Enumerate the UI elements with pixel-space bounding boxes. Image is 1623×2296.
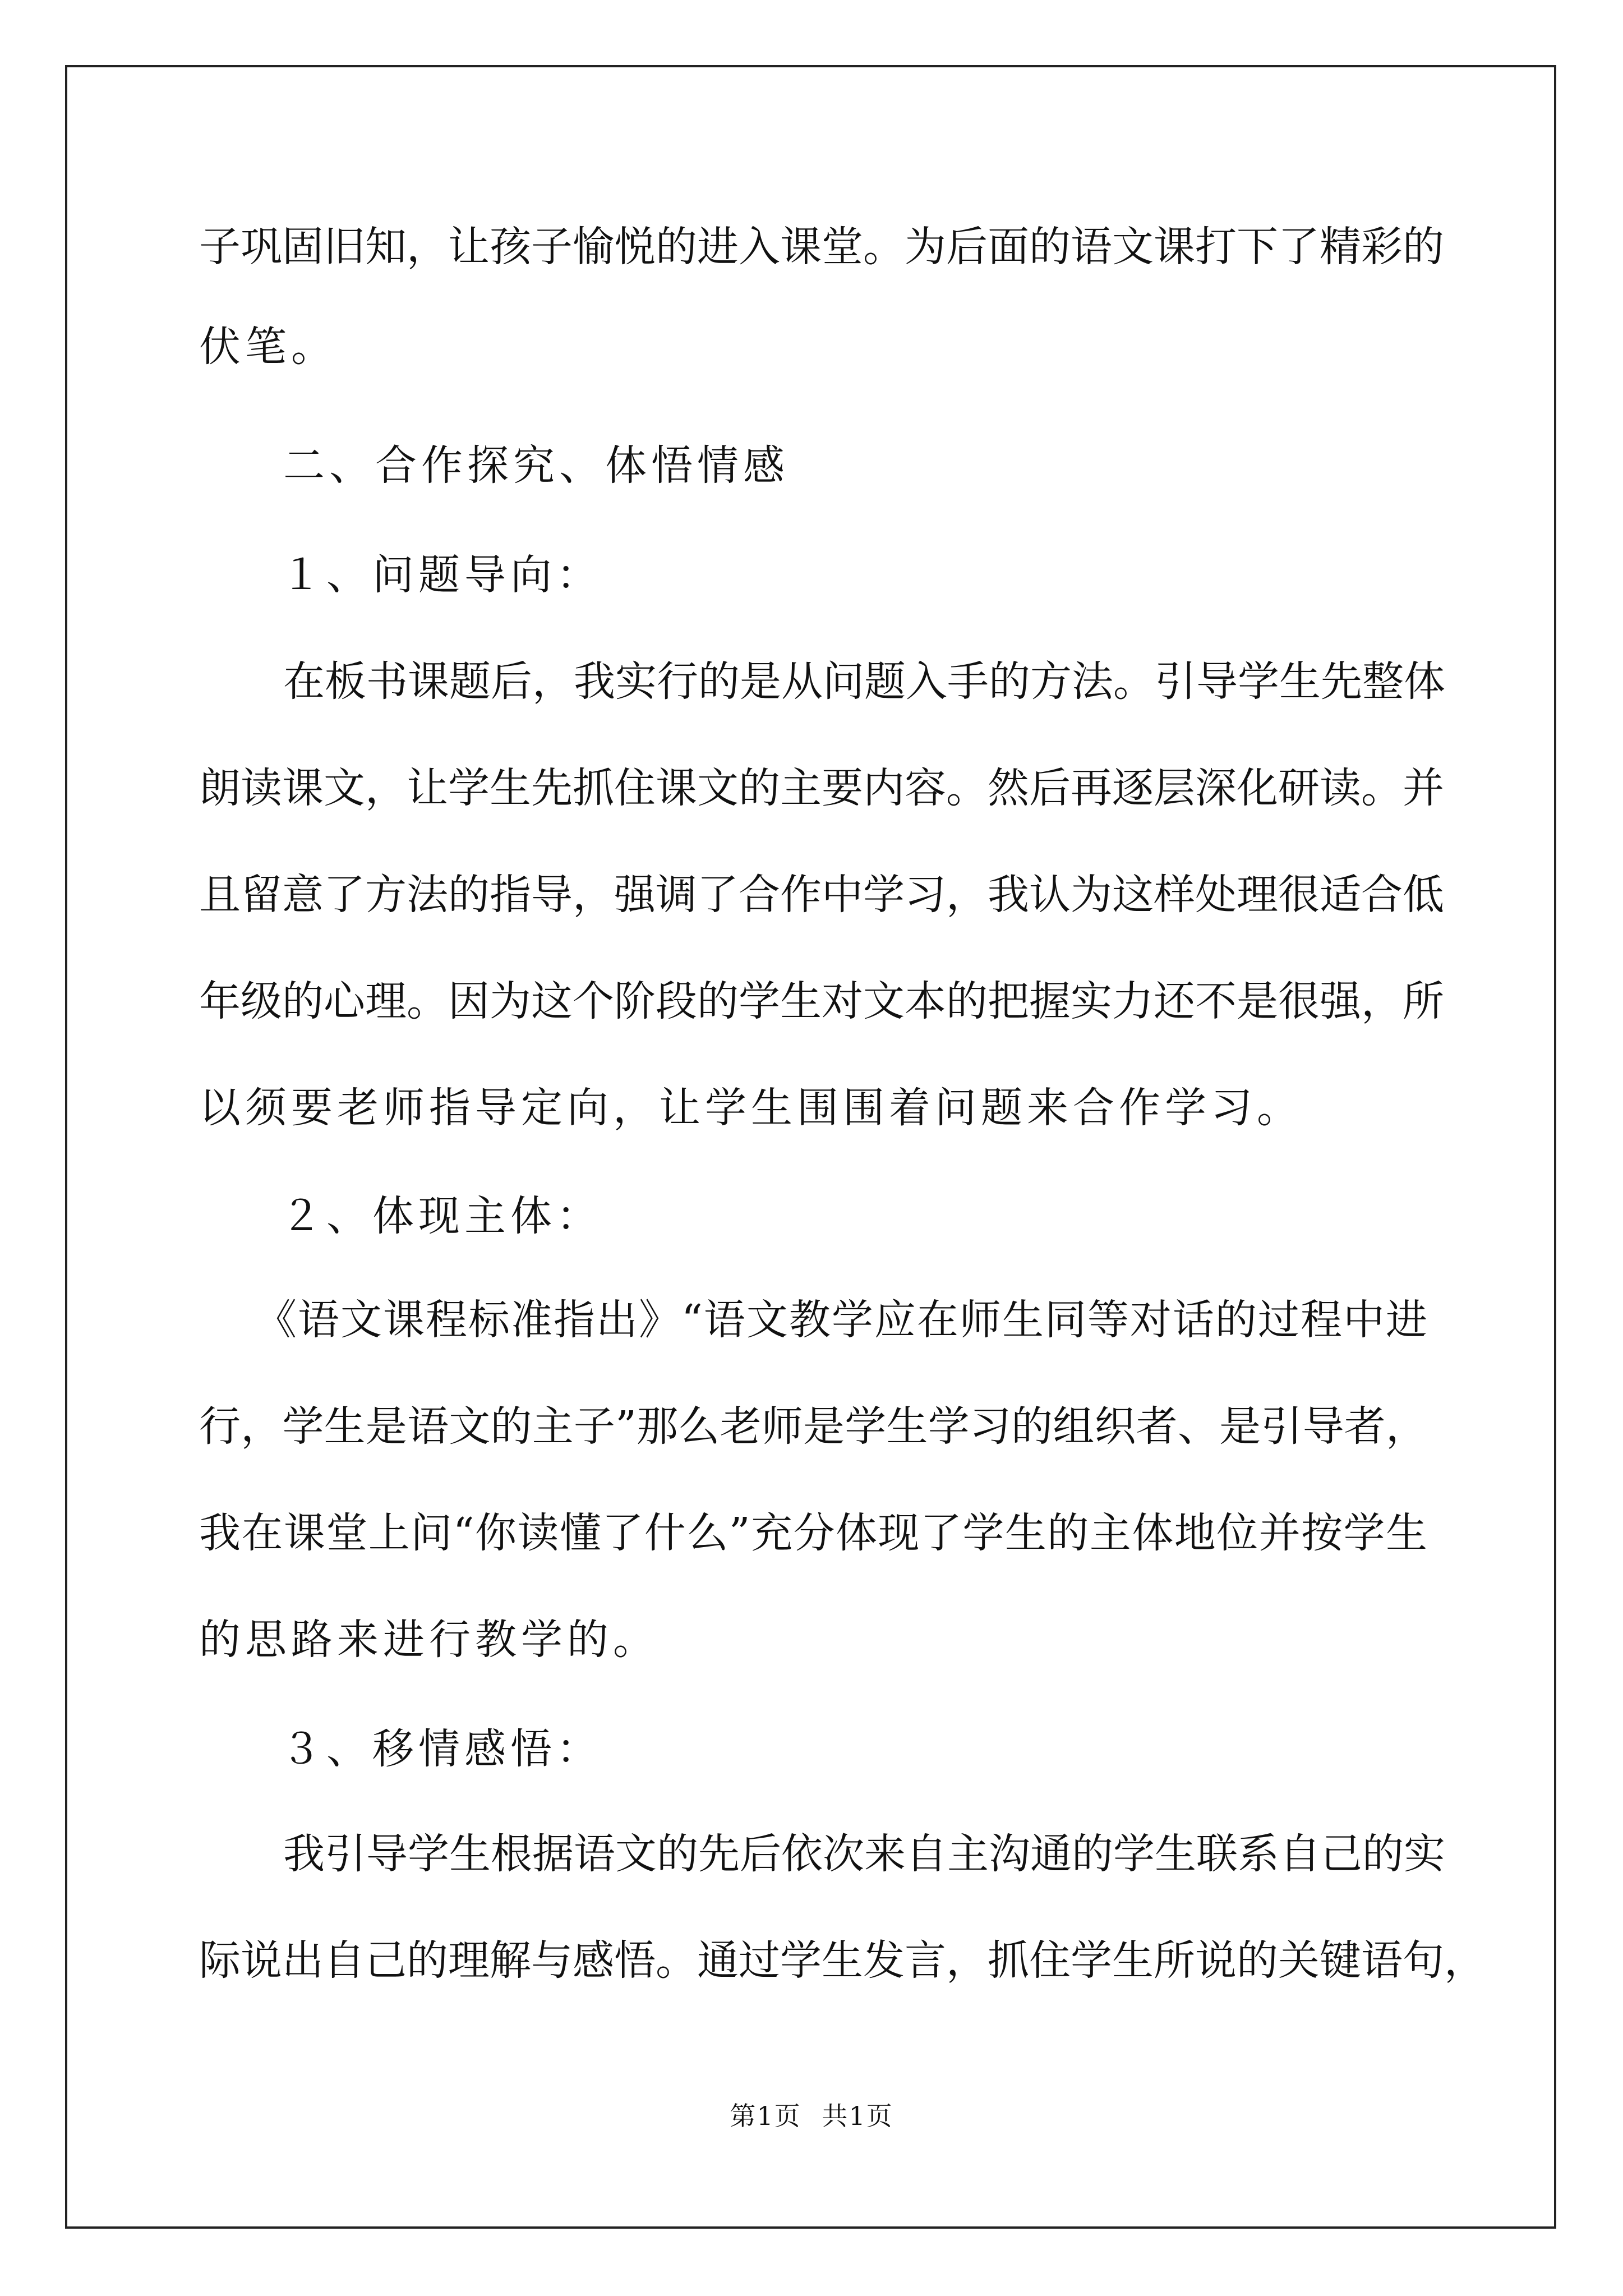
text-line: 《语文课程标准指出》“语文教学应在师生同等对话的过程中进 xyxy=(255,1296,1427,1344)
page-total: 共1页 xyxy=(822,2101,893,2131)
page-footer xyxy=(0,2099,1623,2133)
text-line: 行，学生是语文的主子”那么老师是学生学习的组织者、是引导者， xyxy=(199,1402,1427,1451)
text-line: 且留意了方法的指导，强调了合作中学习，我认为这样处理很适合低 xyxy=(199,871,1444,919)
text-line: 的思路来进行教学的。 xyxy=(199,1616,659,1664)
subsection-heading: ２、体现主体： xyxy=(280,1192,602,1240)
text-line: 子巩固旧知，让孩子愉悦的进入课堂。为后面的语文课打下了精彩的 xyxy=(199,223,1444,271)
text-line: 伏笔。 xyxy=(199,323,337,371)
page-border xyxy=(65,65,1556,2229)
text-line: 朗读课文，让学生先抓住课文的主要内容。然后再逐层深化研读。并 xyxy=(199,764,1444,812)
text-line: 我引导学生根据语文的先后依次来自主沟通的学生联系自己的实 xyxy=(283,1830,1445,1878)
text-line: 在板书课题后，我实行的是从问题入手的方法。引导学生先整体 xyxy=(283,657,1445,706)
text-line: 以须要老师指导定向，让学生围围着问题来合作学习。 xyxy=(199,1084,1303,1132)
page-number: 第1页 xyxy=(730,2101,801,2131)
subsection-heading: １、问题导向： xyxy=(280,551,602,599)
section-heading: 二、合作探究、体悟情感 xyxy=(283,441,789,490)
text-line: 我在课堂上问“你读懂了什么”充分体现了学生的主体地位并按学生 xyxy=(199,1509,1427,1557)
subsection-heading: ３、移情感悟： xyxy=(280,1725,602,1773)
text-line: 际说出自己的理解与感悟。通过学生发言，抓住学生所说的关键语句， xyxy=(199,1936,1486,1985)
text-line: 年级的心理。因为这个阶段的学生对文本的把握实力还不是很强，所 xyxy=(199,977,1444,1025)
